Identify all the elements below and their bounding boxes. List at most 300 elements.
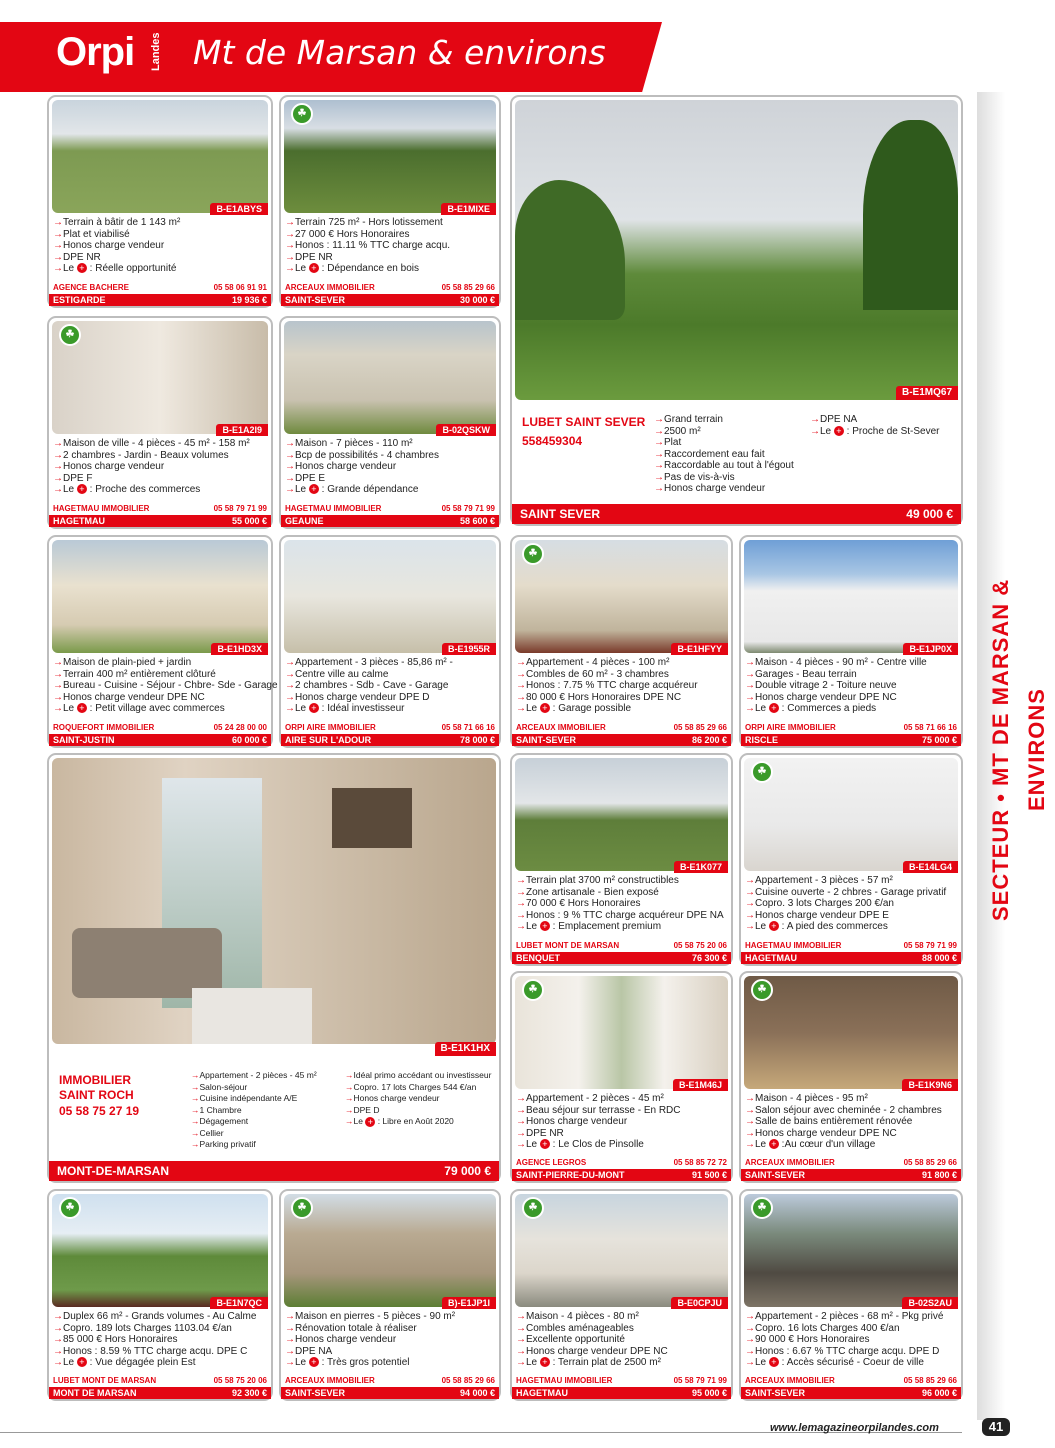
listing-price: 19 936 €: [231, 295, 267, 305]
feature-item: → Le + : Le Clos de Pinsolle: [516, 1139, 727, 1151]
listing-card-c11[interactable]: [510, 971, 733, 1183]
feature-item: → Le + : Idéal investisseur: [285, 703, 495, 715]
agency-row: [516, 1158, 727, 1168]
agency-name: AGENCE LEGROS: [516, 1158, 587, 1167]
feature-item: → 2 chambres - Jardin - Beaux volumes: [53, 450, 267, 462]
listing-reference: B-E1K1HX: [435, 1042, 496, 1056]
feature-item: → Honos charge vendeur: [345, 1093, 491, 1105]
agency-phone[interactable]: 05 58 85 29 66: [903, 1376, 957, 1385]
feature-item: → Grand terrain: [654, 414, 794, 426]
listing-price: 60 000 €: [231, 735, 267, 745]
listing-photo: [52, 100, 268, 213]
agency-name: LUBET MONT DE MARSAN: [53, 1376, 157, 1385]
agency-phone[interactable]: 05 58 85 29 66: [673, 723, 727, 732]
listing-city: SAINT SEVER: [520, 507, 601, 521]
listing-price: 94 000 €: [459, 1388, 495, 1398]
feature-item: → Salon séjour avec cheminée - 2 chambres: [745, 1105, 957, 1117]
features-column-1: [191, 1070, 317, 1151]
listing-reference: B-E1ABYS: [210, 203, 268, 215]
listing-reference: B-02QSKW: [436, 424, 496, 436]
feature-item: → Honos : 11.11 % TTC charge acqu.: [285, 240, 495, 252]
feature-item: → Terrain 725 m² - Hors lotissement: [285, 217, 495, 229]
listing-reference: B-E1A2I9: [216, 424, 268, 436]
feature-item: → Le + : Proche de St-Sever: [810, 426, 940, 438]
feature-item: → Appartement - 2 pièces - 68 m² - Pkg privé: [745, 1311, 957, 1323]
feature-item: → Honos charge vendeur: [53, 461, 267, 473]
feature-item: → Appartement - 3 pièces - 57 m²: [745, 875, 957, 887]
agency-name: ARCEAUX IMMOBILIER: [745, 1376, 835, 1385]
agency-row: [285, 1376, 495, 1386]
agency-row: [516, 1376, 727, 1386]
plus-icon: +: [309, 484, 319, 494]
feature-item: → Honos charge vendeur: [654, 483, 794, 495]
feature-item: → Le + : Accès sécurisé - Coeur de ville: [745, 1357, 957, 1369]
price-bar: [49, 1387, 271, 1399]
agency-name-line2: SAINT ROCH: [59, 1088, 134, 1102]
listing-photo: [52, 1194, 268, 1307]
listing-price: 79 000 €: [444, 1164, 491, 1178]
feature-item: → Appartement - 2 pièces - 45 m²: [516, 1093, 727, 1105]
agency-name: LUBET SAINT SEVER: [522, 415, 646, 429]
listing-photo: [284, 540, 496, 653]
price-bar: [281, 294, 499, 306]
listing-card-c15[interactable]: [510, 1189, 733, 1401]
feature-item: → 70 000 € Hors Honoraires: [516, 898, 727, 910]
agency-name: HAGETMAU IMMOBILIER: [745, 941, 842, 950]
plus-icon: +: [540, 703, 550, 713]
plus-icon: +: [365, 1117, 375, 1127]
feature-item: → Centre ville au calme: [285, 669, 495, 681]
listing-city: MONT-DE-MARSAN: [57, 1164, 169, 1178]
feature-item: → Raccordable au tout à l'égout: [654, 460, 794, 472]
plus-icon: +: [769, 921, 779, 931]
eco-badge-icon: ☘: [291, 103, 313, 125]
feature-item: → Plat et viabilisé: [53, 229, 267, 241]
listing-photo: [744, 540, 958, 653]
feature-item: → Le + : Vue dégagée plein Est: [53, 1357, 267, 1369]
feature-item: → DPE NA: [810, 414, 940, 426]
eco-badge-icon: ☘: [751, 1197, 773, 1219]
features-list: [516, 1311, 727, 1369]
feature-item: → Honos charge vendeur: [53, 240, 267, 252]
agency-row: [745, 723, 957, 733]
features-list: [285, 657, 495, 715]
listing-card-c2[interactable]: [279, 95, 501, 308]
listing-reference: B-E1HFYY: [671, 643, 728, 655]
listing-price: 88 000 €: [921, 953, 957, 963]
feature-item: → Bureau - Cuisine - Séjour - Chbre- Sde - Garage: [53, 680, 267, 692]
feature-item: → Maison - 7 pièces - 110 m²: [285, 438, 495, 450]
feature-item: → DPE NA: [285, 1346, 495, 1358]
price-bar: [512, 504, 961, 524]
price-bar: [49, 294, 271, 306]
listing-card-featured-land[interactable]: [510, 95, 963, 526]
agency-name-line1: IMMOBILIER: [59, 1073, 131, 1087]
page-number: 41: [982, 1418, 1010, 1436]
listing-price: 58 600 €: [459, 516, 495, 526]
listing-card-c13[interactable]: [47, 1189, 273, 1401]
plus-icon: +: [77, 1357, 87, 1367]
agency-phone[interactable]: 05 58 71 66 16: [441, 723, 495, 732]
features-column-1: [654, 414, 794, 495]
plus-icon: +: [540, 1357, 550, 1367]
listing-city: HAGETMAU: [516, 1388, 568, 1398]
feature-item: → 90 000 € Hors Honoraires: [745, 1334, 957, 1346]
feature-item: → Cuisine ouverte - 2 chbres - Garage privatif: [745, 887, 957, 899]
feature-item: → Salle de bains entièrement rénovée: [745, 1116, 957, 1128]
eco-badge-icon: ☘: [522, 543, 544, 565]
plus-icon: +: [77, 263, 87, 273]
agency-name: ORPI AIRE IMMOBILIER: [285, 723, 376, 732]
tree-cluster: [515, 180, 625, 320]
feature-item: → Le + : Petit village avec commerces: [53, 703, 267, 715]
listing-city: SAINT-JUSTIN: [53, 735, 115, 745]
listing-photo: [515, 1194, 728, 1307]
agency-row: [285, 504, 495, 514]
feature-item: → Maison de plain-pied + jardin: [53, 657, 267, 669]
feature-item: → Honos charge vendeur: [285, 461, 495, 473]
feature-item: → Combles de 60 m² - 3 chambres: [516, 669, 727, 681]
listing-card-c1[interactable]: [47, 95, 273, 308]
orpi-logo: Orpi: [56, 30, 135, 74]
listing-photo: [284, 321, 496, 434]
agency-row: [745, 1158, 957, 1168]
feature-item: → Le + : Réelle opportunité: [53, 263, 267, 275]
plus-icon: +: [540, 921, 550, 931]
listing-city: GEAUNE: [285, 516, 324, 526]
listing-price: 75 000 €: [921, 735, 957, 745]
listing-photo: [515, 540, 728, 653]
feature-item: → DPE NR: [285, 252, 495, 264]
feature-item: → 27 000 € Hors Honoraires: [285, 229, 495, 241]
eco-badge-icon: ☘: [291, 1197, 313, 1219]
eco-badge-icon: ☘: [59, 1197, 81, 1219]
agency-row: [516, 941, 727, 951]
feature-item: → 85 000 € Hors Honoraires: [53, 1334, 267, 1346]
listing-city: SAINT-PIERRE-DU-MONT: [516, 1170, 625, 1180]
listing-card-c16[interactable]: [739, 1189, 963, 1401]
feature-item: → Maison de ville - 4 pièces - 45 m² - 158 m²: [53, 438, 267, 450]
features-list: [516, 875, 727, 933]
feature-item: → Terrain à bâtir de 1 143 m²: [53, 217, 267, 229]
feature-item: → Le + :Au cœur d'un village: [745, 1139, 957, 1151]
feature-item: → Garages - Beau terrain: [745, 669, 957, 681]
plus-icon: +: [77, 703, 87, 713]
feature-item: → Terrain 400 m² entièrement clôturé: [53, 669, 267, 681]
agency-name: ARCEAUX IMMOBILIER: [285, 1376, 375, 1385]
agency-name: ARCEAUX IMMOBILIER: [516, 723, 606, 732]
listing-reference: B-E14LG4: [903, 861, 958, 873]
agency-phone[interactable]: 05 58 85 29 66: [441, 283, 495, 292]
listing-city: HAGETMAU: [53, 516, 105, 526]
plus-icon: +: [769, 1357, 779, 1367]
listing-price: 76 300 €: [691, 953, 727, 963]
listing-price: 95 000 €: [691, 1388, 727, 1398]
feature-item: → Honos charge vendeur DPE NC: [745, 1128, 957, 1140]
tree-cluster: [863, 120, 958, 310]
listing-price: 86 200 €: [691, 735, 727, 745]
feature-item: → Rénovation totale à réaliser: [285, 1323, 495, 1335]
feature-item: → Beau séjour sur terrasse - En RDC: [516, 1105, 727, 1117]
agency-row: [53, 723, 267, 733]
feature-item: → Appartement - 3 pièces - 85,86 m² -: [285, 657, 495, 669]
feature-item: → Double vitrage 2 - Toiture neuve: [745, 680, 957, 692]
agency-phone[interactable]: 05 58 79 71 99: [441, 504, 495, 513]
feature-item: → Terrain plat 3700 m² constructibles: [516, 875, 727, 887]
feature-item: → Raccordement eau fait: [654, 449, 794, 461]
price-bar: [741, 952, 961, 964]
agency-phone[interactable]: 05 58 75 27 19: [59, 1104, 140, 1118]
feature-item: → Le + : Très gros potentiel: [285, 1357, 495, 1369]
listing-card-c10[interactable]: [739, 753, 963, 966]
wall-art: [332, 788, 412, 848]
feature-item: → Honos charge vendeur: [516, 1116, 727, 1128]
feature-item: → Le + : Garage possible: [516, 703, 727, 715]
feature-item: → Maison - 4 pièces - 90 m² - Centre ville: [745, 657, 957, 669]
feature-item: → Honos charge vendeur DPE E: [745, 910, 957, 922]
feature-item: → Cellier: [191, 1128, 317, 1140]
region-label: Landes: [150, 32, 162, 72]
features-column-2: [810, 414, 940, 437]
feature-item: → Bcp de possibilités - 4 chambres: [285, 450, 495, 462]
listing-reference: B-E1JP0X: [903, 643, 958, 655]
feature-item: → DPE NR: [516, 1128, 727, 1140]
features-list: [53, 657, 278, 715]
plus-icon: +: [834, 426, 844, 436]
agency-name: ARCEAUX IMMOBILIER: [745, 1158, 835, 1167]
agency-name: AGENCE BACHERE: [53, 283, 130, 292]
agency-name: ORPI AIRE IMMOBILIER: [745, 723, 836, 732]
agency-phone[interactable]: 05 58 79 71 99: [213, 504, 267, 513]
plus-icon: +: [309, 703, 319, 713]
listing-card-c12[interactable]: [739, 971, 963, 1183]
listing-reference: B-E1MQ67: [896, 386, 958, 400]
agency-phone[interactable]: 05 58 79 71 99: [903, 941, 957, 950]
listing-city: SAINT-SEVER: [285, 1388, 346, 1398]
listing-city: MONT DE MARSAN: [53, 1388, 137, 1398]
sector-label: SECTEUR • MT DE MARSAN & ENVIRONS: [988, 578, 1049, 922]
feature-item: → Le + : Commerces a pieds: [745, 703, 957, 715]
listing-city: SAINT-SEVER: [745, 1170, 806, 1180]
feature-item: → Copro. 189 lots Charges 1103.04 €/an: [53, 1323, 267, 1335]
price-bar: [512, 1169, 731, 1181]
features-list: [745, 657, 957, 715]
feature-item: → Honos : 7.75 % TTC charge acquéreur: [516, 680, 727, 692]
listing-price: 96 000 €: [921, 1388, 957, 1398]
listing-city: BENQUET: [516, 953, 561, 963]
price-bar: [741, 734, 961, 746]
feature-item: → Excellente opportunité: [516, 1334, 727, 1346]
listing-card-c3[interactable]: [47, 316, 273, 529]
agency-name: HAGETMAU IMMOBILIER: [53, 504, 150, 513]
listing-card-c7[interactable]: [510, 535, 733, 748]
feature-item: → Dégagement: [191, 1116, 317, 1128]
plus-icon: +: [769, 703, 779, 713]
listing-reference: B-E1K9N6: [902, 1079, 958, 1091]
listing-card-c6[interactable]: [279, 535, 501, 748]
price-bar: [741, 1387, 961, 1399]
listing-photo: [284, 1194, 496, 1307]
agency-name: LUBET MONT DE MARSAN: [516, 941, 620, 950]
feature-item: → DPE NR: [53, 252, 267, 264]
page-title: Mt de Marsan & environs: [193, 33, 606, 72]
listing-price: 55 000 €: [231, 516, 267, 526]
plus-icon: +: [309, 1357, 319, 1367]
listing-city: SAINT-SEVER: [516, 735, 577, 745]
feature-item: → Idéal primo accédant ou investisseur: [345, 1070, 491, 1082]
feature-item: → Le + : Emplacement premium: [516, 921, 727, 933]
listing-price: 78 000 €: [459, 735, 495, 745]
feature-item: → Le + : Grande dépendance: [285, 484, 495, 496]
listing-reference: B)-E1JP1I: [442, 1297, 496, 1309]
agency-row: [53, 504, 267, 514]
listing-city: AIRE SUR L'ADOUR: [285, 735, 372, 745]
features-list: [285, 438, 495, 496]
plus-icon: +: [77, 484, 87, 494]
eco-badge-icon: ☘: [522, 979, 544, 1001]
agency-name: ROQUEFORT IMMOBILIER: [53, 723, 155, 732]
feature-item: → Copro. 16 lots Charges 400 €/an: [745, 1323, 957, 1335]
listing-reference: B-E1K077: [674, 861, 728, 873]
feature-item: → Honos charge vendeur DPE NC: [516, 1346, 727, 1358]
listing-photo: [52, 758, 496, 1044]
feature-item: → Appartement - 4 pièces - 100 m²: [516, 657, 727, 669]
listing-photo: [515, 100, 958, 400]
feature-item: → 80 000 € Hors Honoraires DPE NC: [516, 692, 727, 704]
table: [192, 988, 312, 1044]
feature-item: → Appartement - 2 pièces - 45 m²: [191, 1070, 317, 1082]
listing-photo: [515, 976, 728, 1089]
price-bar: [741, 1169, 961, 1181]
listing-city: ESTIGARDE: [53, 295, 106, 305]
agency-row: [516, 723, 727, 733]
listing-price: 49 000 €: [906, 507, 953, 521]
feature-item: → Honos : 8.59 % TTC charge acqu. DPE C: [53, 1346, 267, 1358]
feature-item: → Zone artisanale - Bien exposé: [516, 887, 727, 899]
agency-phone[interactable]: 05 58 79 71 99: [673, 1376, 727, 1385]
plus-icon: +: [309, 263, 319, 273]
features-list: [516, 1093, 727, 1151]
feature-item: → Combles aménageables: [516, 1323, 727, 1335]
features-column-2: [345, 1070, 491, 1128]
price-bar: [49, 734, 271, 746]
listing-photo: [52, 540, 268, 653]
agency-phone[interactable]: 05 58 75 20 06: [213, 1376, 267, 1385]
listing-photo: [515, 758, 728, 871]
feature-item: → Le + : Libre en Août 2020: [345, 1116, 491, 1128]
features-list: [516, 657, 727, 715]
feature-item: → Honos charge vendeur DPE NC: [53, 692, 267, 704]
feature-item: → Copro. 3 lots Charges 200 €/an: [745, 898, 957, 910]
listing-reference: B-E1N7QC: [210, 1297, 268, 1309]
listing-reference: B-E1955R: [442, 643, 496, 655]
eco-badge-icon: ☘: [751, 979, 773, 1001]
feature-item: → Honos charge vendeur: [285, 1334, 495, 1346]
listing-photo: [284, 100, 496, 213]
feature-item: → 1 Chambre: [191, 1105, 317, 1117]
agency-name: ARCEAUX IMMOBILIER: [285, 283, 375, 292]
agency-phone[interactable]: 05 58 75 20 06: [673, 941, 727, 950]
feature-item: → Le + : Proche des commerces: [53, 484, 267, 496]
agency-row: [285, 723, 495, 733]
listing-photo: [52, 321, 268, 434]
listing-card-c8[interactable]: [739, 535, 963, 748]
listing-price: 91 500 €: [691, 1170, 727, 1180]
listing-price: 91 800 €: [921, 1170, 957, 1180]
listing-card-c9[interactable]: [510, 753, 733, 966]
agency-phone[interactable]: 558459304: [522, 434, 583, 448]
listing-card-c5[interactable]: [47, 535, 278, 748]
features-list: [745, 875, 957, 933]
listing-city: SAINT-SEVER: [285, 295, 346, 305]
agency-row: [53, 1376, 267, 1386]
plus-icon: +: [769, 1139, 779, 1149]
feature-item: → Plat: [654, 437, 794, 449]
listing-reference: B-E1HD3X: [211, 643, 268, 655]
agency-name: HAGETMAU IMMOBILIER: [516, 1376, 613, 1385]
feature-item: → Honos : 6.67 % TTC charge acqu. DPE D: [745, 1346, 957, 1358]
listing-card-c14[interactable]: [279, 1189, 501, 1401]
agency-row: [285, 283, 495, 293]
website-link[interactable]: www.lemagazineorpilandes.com: [770, 1422, 939, 1434]
feature-item: → DPE E: [285, 473, 495, 485]
features-list: [53, 438, 267, 496]
eco-badge-icon: ☘: [522, 1197, 544, 1219]
agency-phone[interactable]: 05 58 71 66 16: [903, 723, 957, 732]
feature-item: → Maison - 4 pièces - 95 m²: [745, 1093, 957, 1105]
eco-badge-icon: ☘: [59, 324, 81, 346]
listing-photo: [744, 976, 958, 1089]
agency-row: [745, 941, 957, 951]
price-bar: [512, 734, 731, 746]
price-bar: [281, 1387, 499, 1399]
listing-card-featured-apartment[interactable]: [47, 753, 501, 1183]
feature-item: → DPE F: [53, 473, 267, 485]
feature-item: → Cuisine indépendante A/E: [191, 1093, 317, 1105]
agency-row: [745, 1376, 957, 1386]
agency-phone[interactable]: 05 58 85 72 72: [673, 1158, 727, 1167]
price-bar: [512, 1387, 731, 1399]
feature-item: → Duplex 66 m² - Grands volumes - Au Calme: [53, 1311, 267, 1323]
feature-item: → Copro. 17 lots Charges 544 €/an: [345, 1082, 491, 1094]
price-bar: [281, 515, 499, 527]
feature-item: → Honos charge vendeur DPE D: [285, 692, 495, 704]
agency-phone[interactable]: 05 58 85 29 66: [441, 1376, 495, 1385]
feature-item: → Le + : A pied des commerces: [745, 921, 957, 933]
feature-item: → Salon-séjour: [191, 1082, 317, 1094]
features-list: [285, 217, 495, 275]
listing-city: SAINT-SEVER: [745, 1388, 806, 1398]
agency-phone[interactable]: 05 24 28 00 00: [213, 723, 267, 732]
agency-phone[interactable]: 05 58 06 91 91: [213, 283, 267, 292]
listing-photo: [744, 1194, 958, 1307]
feature-item: → 2500 m²: [654, 426, 794, 438]
feature-item: → Parking privatif: [191, 1139, 317, 1151]
listing-city: RISCLE: [745, 735, 779, 745]
listing-reference: B-E0CPJU: [671, 1297, 728, 1309]
price-bar: [512, 952, 731, 964]
features-list: [745, 1311, 957, 1369]
feature-item: → Maison - 4 pièces - 80 m²: [516, 1311, 727, 1323]
agency-name: HAGETMAU IMMOBILIER: [285, 504, 382, 513]
feature-item: → 2 chambres - Sdb - Cave - Garage: [285, 680, 495, 692]
feature-item: → DPE D: [345, 1105, 491, 1117]
agency-phone[interactable]: 05 58 85 29 66: [903, 1158, 957, 1167]
plus-icon: +: [540, 1139, 550, 1149]
listing-photo: [744, 758, 958, 871]
listing-reference: B-E1MIXE: [441, 203, 496, 215]
listing-card-c4[interactable]: [279, 316, 501, 529]
